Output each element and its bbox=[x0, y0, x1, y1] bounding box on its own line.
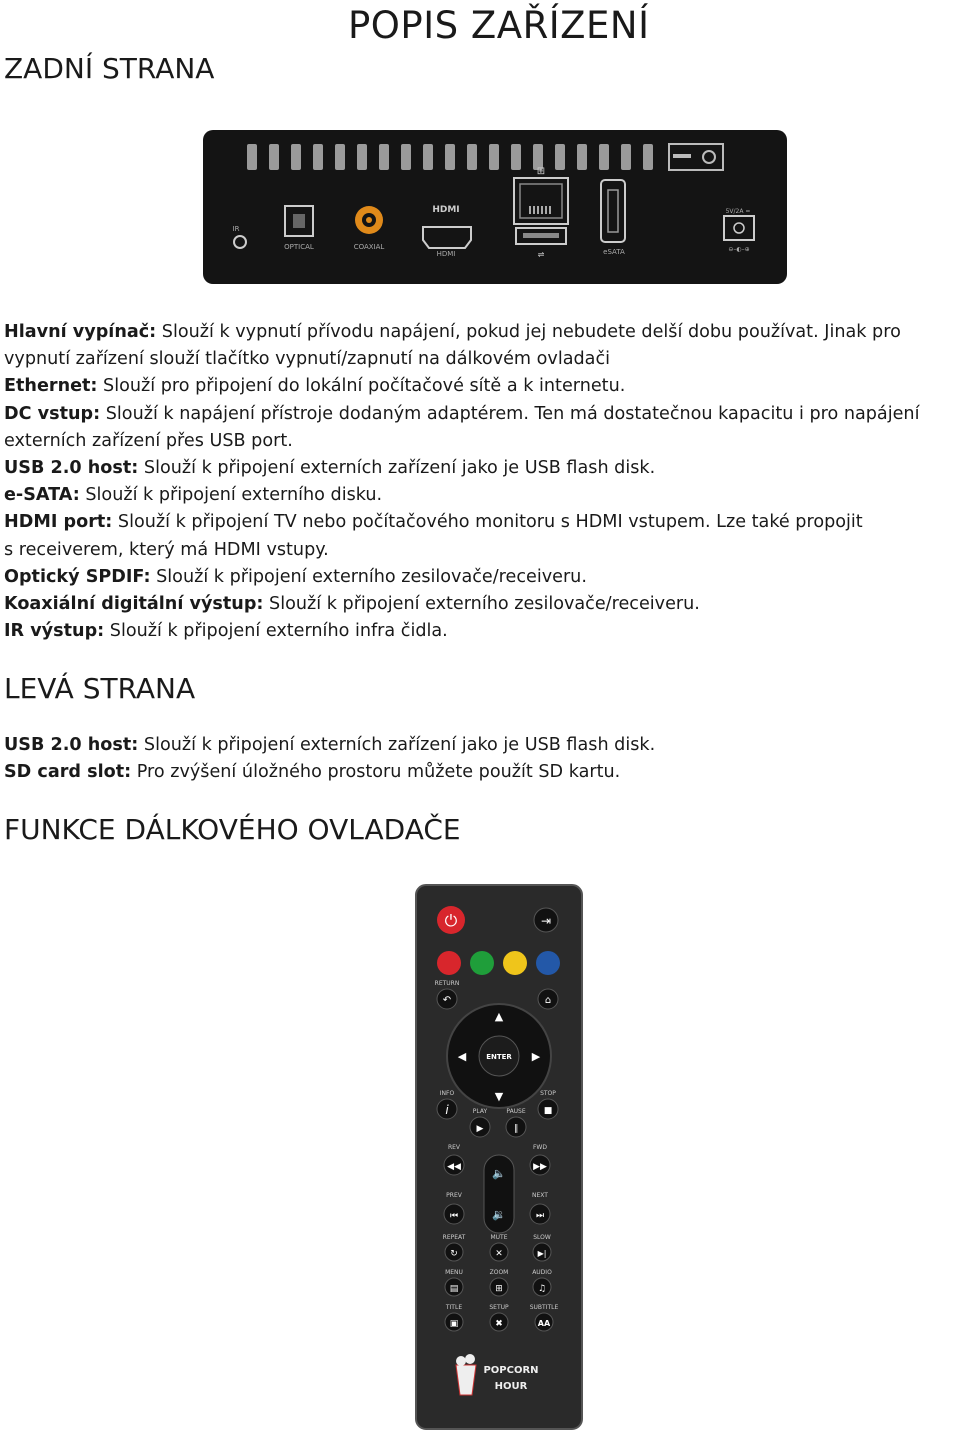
play-label: PLAY bbox=[472, 1108, 488, 1115]
optical-label: OPTICAL bbox=[284, 243, 314, 251]
rear-line: Koaxiální digitální výstup: Slouží k připojení externího zesilovače/receiveru. bbox=[4, 594, 700, 615]
svg-text:▶: ▶ bbox=[476, 1124, 484, 1134]
rear-line: USB 2.0 host: Slouží k připojení externích zařízení jako je USB flash disk. bbox=[4, 458, 656, 479]
source-icon: ⇥ bbox=[540, 914, 552, 928]
esata-label: eSATA bbox=[603, 248, 625, 256]
repeat-label: REPEAT bbox=[442, 1234, 466, 1241]
svg-text:HOUR: HOUR bbox=[494, 1381, 528, 1392]
svg-text:♫: ♫ bbox=[537, 1284, 547, 1294]
dc-label: 5V/2A = bbox=[725, 208, 751, 215]
menu-label: MENU bbox=[445, 1269, 463, 1276]
rear-description bbox=[4, 319, 959, 645]
subtitle-label: SUBTITLE bbox=[529, 1304, 559, 1311]
rear-line: DC vstup: Slouží k napájení přístroje dodaným adaptérem. Ten má dostatečnou kapacitu i pro napájení bbox=[4, 403, 920, 424]
home-icon: ⌂ bbox=[544, 995, 552, 1006]
svg-text:■: ■ bbox=[543, 1106, 553, 1116]
rear-line: Optický SPDIF: Slouží k připojení externího zesilovače/receiveru. bbox=[4, 566, 587, 587]
slow-label: SLOW bbox=[533, 1234, 551, 1241]
network-icon: ⊞ bbox=[536, 166, 546, 177]
stop-label: STOP bbox=[540, 1090, 556, 1097]
rear-heading: ZADNÍ STRANA bbox=[4, 52, 215, 85]
rear-line: vypnutí zařízení slouží tlačítko vypnutí/zapnutí na dálkovém ovladači bbox=[4, 349, 611, 370]
svg-text:▤: ▤ bbox=[449, 1284, 459, 1294]
svg-text:✕: ✕ bbox=[495, 1249, 503, 1259]
svg-text:🔈: 🔈 bbox=[492, 1167, 506, 1180]
coaxial-label: COAXIAL bbox=[353, 243, 385, 251]
remote-heading: FUNKCE DÁLKOVÉHO OVLADAČE bbox=[4, 813, 461, 846]
rear-line: HDMI port: Slouží k připojení TV nebo počítačového monitoru s HDMI vstupem. Lze také propojit bbox=[4, 512, 863, 533]
page-title: POPIS ZAŘÍZENÍ bbox=[348, 4, 650, 47]
fwd-label: FWD bbox=[532, 1144, 548, 1151]
svg-text:▲: ▲ bbox=[494, 1010, 504, 1023]
svg-text:i: i bbox=[445, 1103, 449, 1117]
svg-text:↻: ↻ bbox=[450, 1249, 458, 1259]
power-icon: ⏻ bbox=[444, 911, 458, 930]
next-label: NEXT bbox=[532, 1192, 548, 1199]
zoom-label: ZOOM bbox=[489, 1269, 509, 1276]
svg-text:AA: AA bbox=[537, 1319, 551, 1328]
hdmi-logo: HDMI bbox=[432, 205, 460, 215]
svg-text:⏭: ⏭ bbox=[535, 1211, 545, 1221]
pause-label: PAUSE bbox=[506, 1108, 526, 1115]
blue-button bbox=[536, 951, 560, 975]
left-heading: LEVÁ STRANA bbox=[4, 672, 196, 705]
ir-label: IR bbox=[232, 225, 240, 233]
svg-text:◀: ◀ bbox=[457, 1050, 467, 1063]
svg-text:✖: ✖ bbox=[495, 1319, 503, 1329]
rear-line: Hlavní vypínač: Slouží k vypnutí přívodu napájení, pokud jej nebudete delší dobu používat. Jinak pro bbox=[4, 322, 901, 342]
audio-label: AUDIO bbox=[532, 1269, 552, 1276]
return-label: RETURN bbox=[434, 980, 460, 987]
left-line: SD card slot: Pro zvýšení úložného prostoru můžete použít SD kartu. bbox=[4, 762, 621, 783]
prev-label: PREV bbox=[446, 1192, 462, 1199]
info-label: INFO bbox=[439, 1090, 455, 1097]
svg-text:▣: ▣ bbox=[449, 1319, 459, 1329]
remote-control-image bbox=[414, 883, 584, 1431]
svg-text:⏮: ⏮ bbox=[449, 1211, 459, 1221]
mute-label: MUTE bbox=[490, 1234, 508, 1241]
yellow-button bbox=[503, 951, 527, 975]
svg-text:◀◀: ◀◀ bbox=[447, 1162, 461, 1172]
rear-line: s receiverem, který má HDMI vstupy. bbox=[4, 539, 329, 560]
rear-line: Ethernet: Slouží pro připojení do lokální počítačové sítě a k internetu. bbox=[4, 376, 626, 397]
green-button bbox=[470, 951, 494, 975]
rear-line: e-SATA: Slouží k připojení externího disku. bbox=[4, 485, 383, 506]
setup-label: SETUP bbox=[489, 1304, 509, 1311]
svg-text:▼: ▼ bbox=[494, 1090, 504, 1103]
svg-text:🔉: 🔉 bbox=[492, 1208, 506, 1221]
svg-text:▶▶: ▶▶ bbox=[533, 1162, 547, 1172]
left-description bbox=[4, 732, 959, 786]
rear-line: externích zařízení přes USB port. bbox=[4, 430, 293, 451]
title-label: TITLE bbox=[445, 1304, 463, 1311]
svg-text:▶: ▶ bbox=[531, 1050, 541, 1063]
svg-text:⊞: ⊞ bbox=[495, 1284, 503, 1294]
left-line: USB 2.0 host: Slouží k připojení externích zařízení jako je USB flash disk. bbox=[4, 735, 656, 755]
svg-text:POPCORN: POPCORN bbox=[483, 1365, 539, 1376]
hdmi-label: HDMI bbox=[436, 250, 456, 258]
svg-text:∥: ∥ bbox=[513, 1124, 519, 1134]
rear-line: IR výstup: Slouží k připojení externího infra čidla. bbox=[4, 621, 448, 642]
dc-polarity-icon: ⊖–◐–⊕ bbox=[728, 246, 750, 253]
red-button bbox=[437, 951, 461, 975]
rev-label: REV bbox=[447, 1144, 461, 1151]
enter-label: ENTER bbox=[486, 1053, 512, 1061]
usb-icon: ⇌ bbox=[537, 250, 545, 259]
rear-panel-image bbox=[203, 130, 787, 284]
svg-text:▶|: ▶| bbox=[537, 1249, 547, 1258]
return-icon: ↶ bbox=[442, 995, 452, 1006]
